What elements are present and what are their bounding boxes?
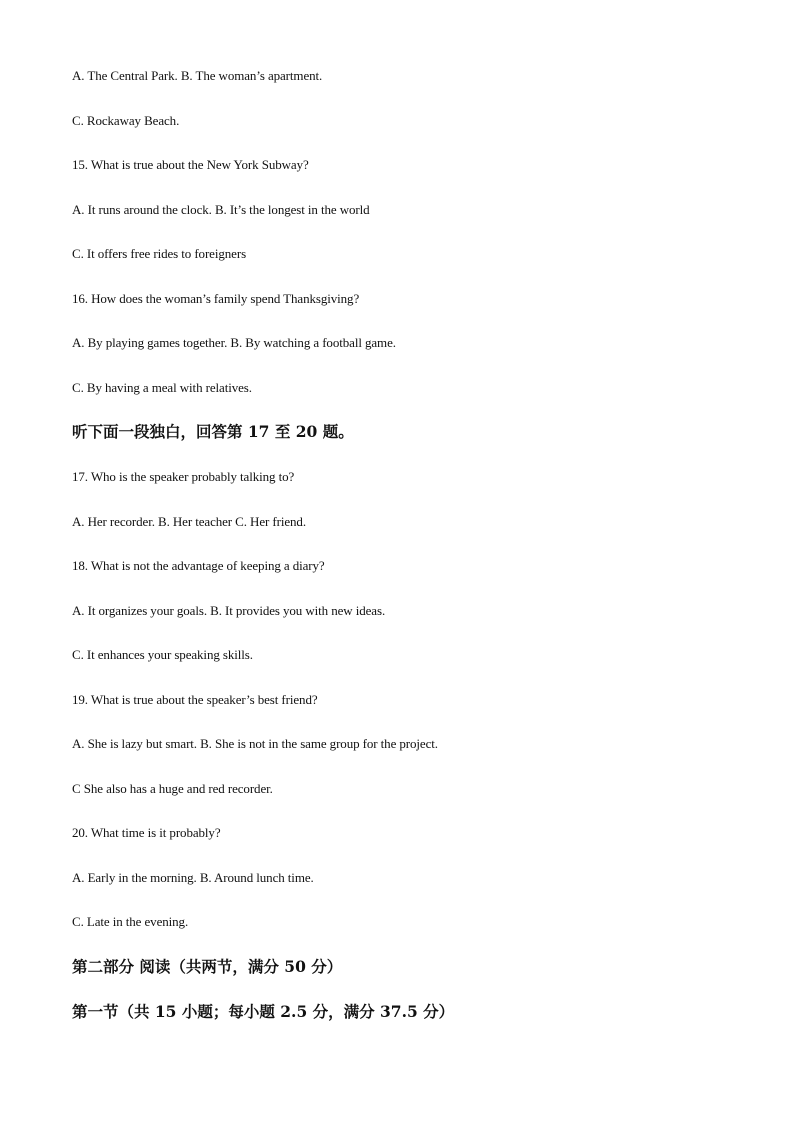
- q17-options: A. Her recorder. B. Her teacher C. Her friend.: [72, 514, 306, 529]
- q14-options-ab: A. The Central Park. B. The woman’s apartment.: [72, 68, 323, 83]
- question-17: 17. Who is the speaker probably talking to?: [72, 469, 295, 484]
- section-one-heading: 第一节（共 15 小题；每小题 2.5 分，满分 37.5 分）: [72, 1002, 455, 1021]
- question-20: 20. What time is it probably?: [72, 825, 221, 840]
- part-two-heading: 第二部分 阅读（共两节，满分 50 分）: [72, 957, 343, 976]
- question-19: 19. What is true about the speaker’s best friend?: [72, 692, 318, 707]
- q15-options-ab: A. It runs around the clock. B. It’s the longest in the world: [72, 202, 370, 217]
- q20-options-ab: A. Early in the morning. B. Around lunch time.: [72, 870, 314, 885]
- q15-option-c: C. It offers free rides to foreigners: [72, 246, 247, 261]
- q14-option-c: C. Rockaway Beach.: [72, 113, 180, 128]
- question-16: 16. How does the woman’s family spend Thanksgiving?: [72, 291, 360, 306]
- monologue-instruction: 听下面一段独白，回答第 17 至 20 题。: [72, 422, 354, 441]
- question-15: 15. What is true about the New York Subway?: [72, 157, 309, 172]
- q20-option-c: C. Late in the evening.: [72, 914, 189, 929]
- question-18: 18. What is not the advantage of keeping a diary?: [72, 558, 325, 573]
- q18-option-c: C. It enhances your speaking skills.: [72, 647, 253, 662]
- q16-option-c: C. By having a meal with relatives.: [72, 380, 252, 395]
- q19-option-c: C She also has a huge and red recorder.: [72, 781, 273, 796]
- q19-options-ab: A. She is lazy but smart. B. She is not in the same group for the project.: [72, 736, 438, 751]
- q16-options-ab: A. By playing games together. B. By watching a football game.: [72, 335, 396, 350]
- q18-options-ab: A. It organizes your goals. B. It provides you with new ideas.: [72, 603, 386, 618]
